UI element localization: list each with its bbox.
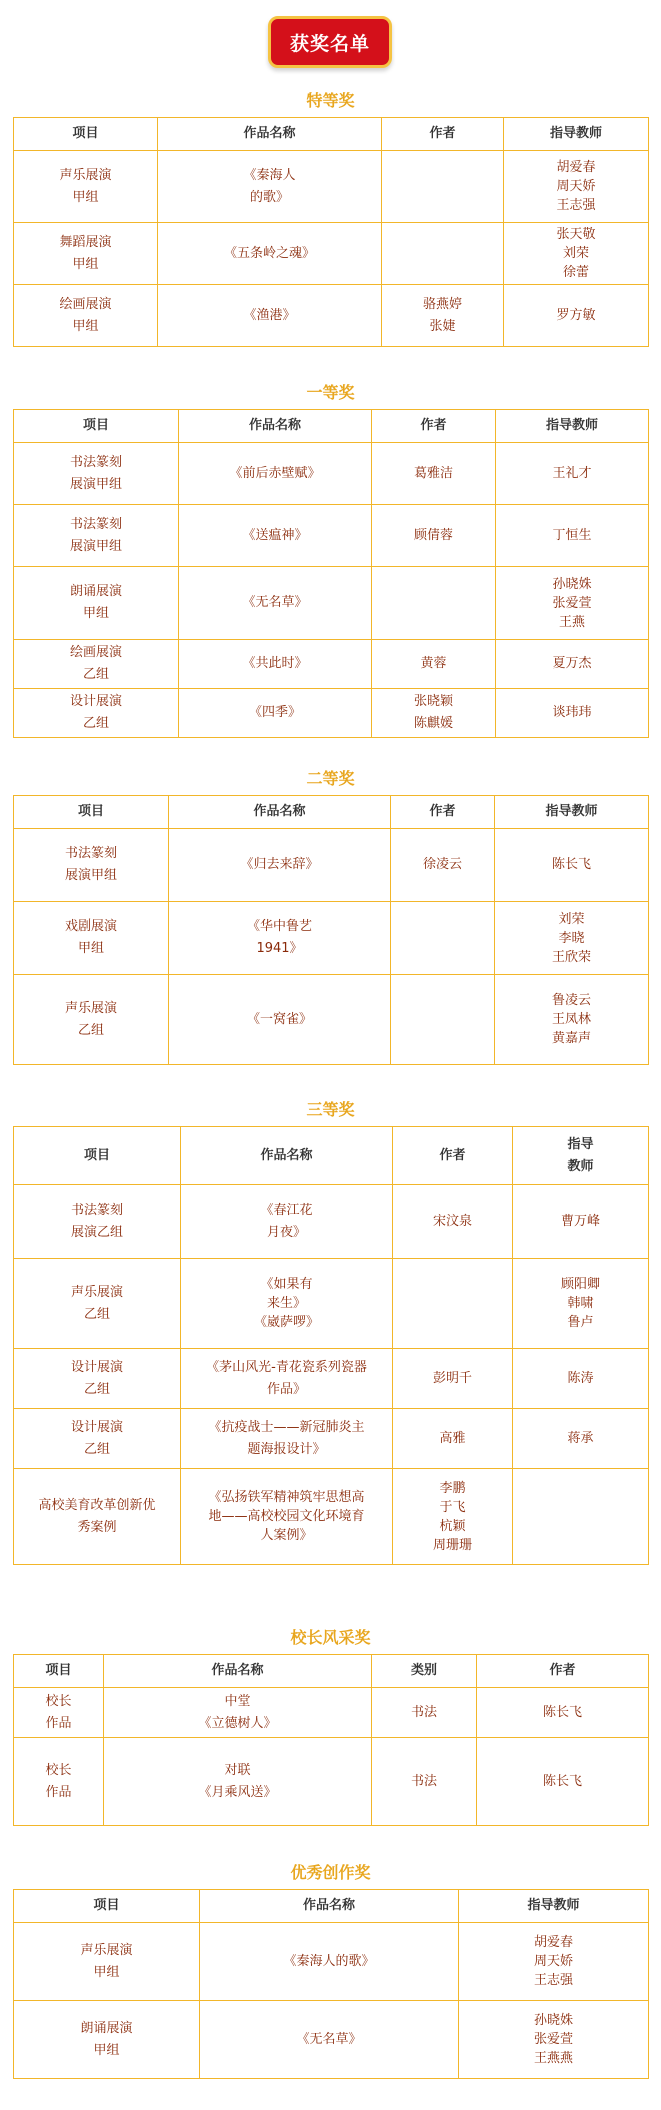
table-cell: 曹万峰 <box>513 1185 649 1259</box>
section-title-third: 三等奖 <box>306 1100 355 1119</box>
table-cell: 设计展演 乙组 <box>14 1409 181 1469</box>
table-row <box>14 1923 649 2001</box>
table-cell: 校长 作品 <box>14 1738 104 1826</box>
table-cell: 《无名草》 <box>200 2001 459 2079</box>
column-header: 类别 <box>372 1655 477 1688</box>
table-cell: 骆燕婷 张婕 <box>382 285 504 347</box>
column-header: 指导 教师 <box>513 1127 649 1185</box>
table-cell: 陈长飞 <box>495 829 649 902</box>
table-cell: 高校美育改革创新优 秀案例 <box>14 1469 181 1565</box>
section-title-second: 二等奖 <box>306 769 355 788</box>
column-header: 指导教师 <box>496 410 649 443</box>
table-cell: 设计展演 乙组 <box>14 689 179 738</box>
table-cell: 设计展演 乙组 <box>14 1349 181 1409</box>
table-cell: 绘画展演 甲组 <box>14 285 158 347</box>
column-header: 项目 <box>14 410 179 443</box>
page-title: 获奖名单 <box>289 32 370 55</box>
table-row <box>14 1469 649 1565</box>
table-cell <box>372 567 496 640</box>
column-header: 项目 <box>14 1890 200 1923</box>
table-row <box>14 285 649 347</box>
column-header: 作者 <box>382 118 504 151</box>
table-cell: 对联 《月乘风送》 <box>104 1738 372 1826</box>
table-row <box>14 567 649 640</box>
table-cell: 宋汶泉 <box>393 1185 513 1259</box>
column-header: 作品名称 <box>169 796 391 829</box>
table-row <box>14 829 649 902</box>
table-cell: 《秦海人 的歌》 <box>158 151 382 223</box>
table-president <box>13 1654 649 1826</box>
section-title-special: 特等奖 <box>306 91 355 110</box>
table-cell <box>382 223 504 285</box>
table-cell: 《归去来辞》 <box>169 829 391 902</box>
column-header: 作者 <box>393 1127 513 1185</box>
table-cell: 声乐展演 乙组 <box>14 975 169 1065</box>
table-cell: 孙晓姝 张爱萱 王燕燕 <box>459 2001 649 2079</box>
table-row <box>14 689 649 738</box>
column-header: 指导教师 <box>459 1890 649 1923</box>
table-row <box>14 1688 649 1738</box>
table-cell: 《前后赤壁赋》 <box>179 443 372 505</box>
column-header: 作者 <box>391 796 495 829</box>
table-cell: 顾倩蓉 <box>372 505 496 567</box>
table-row <box>14 640 649 689</box>
table-row <box>14 902 649 975</box>
table-row <box>14 443 649 505</box>
table-cell: 书法篆刻 展演乙组 <box>14 1185 181 1259</box>
table-cell: 夏万杰 <box>496 640 649 689</box>
table-cell <box>382 151 504 223</box>
table-cell: 陈涛 <box>513 1349 649 1409</box>
column-header: 指导教师 <box>504 118 649 151</box>
table-cell: 中堂 《立德树人》 <box>104 1688 372 1738</box>
table-cell: 声乐展演 甲组 <box>14 151 158 223</box>
table-cell: 黄蓉 <box>372 640 496 689</box>
table-row <box>14 975 649 1065</box>
table-row <box>14 2001 649 2079</box>
table-cell: 《五条岭之魂》 <box>158 223 382 285</box>
table-row <box>14 1185 649 1259</box>
table-cell: 声乐展演 乙组 <box>14 1259 181 1349</box>
table-cell: 《无名草》 <box>179 567 372 640</box>
table-header-row <box>14 796 649 829</box>
table-cell: 书法篆刻 展演甲组 <box>14 505 179 567</box>
table-cell: 《弘扬铁军精神筑牢思想高 地——高校校园文化环境育 人案例》 <box>181 1469 393 1565</box>
column-header: 作品名称 <box>181 1127 393 1185</box>
table-header-row <box>14 1890 649 1923</box>
table-cell: 谈玮玮 <box>496 689 649 738</box>
column-header: 作品名称 <box>179 410 372 443</box>
table-cell: 书法篆刻 展演甲组 <box>14 829 169 902</box>
table-cell: 绘画展演 乙组 <box>14 640 179 689</box>
table-cell: 王礼才 <box>496 443 649 505</box>
table-header-row <box>14 1655 649 1688</box>
column-header: 作品名称 <box>158 118 382 151</box>
table-cell: 徐凌云 <box>391 829 495 902</box>
table-cell: 书法篆刻 展演甲组 <box>14 443 179 505</box>
table-cell: 高雅 <box>393 1409 513 1469</box>
table-cell: 李鹏 于飞 杭颖 周珊珊 <box>393 1469 513 1565</box>
table-cell: 胡爱春 周天娇 王志强 <box>459 1923 649 2001</box>
column-header: 项目 <box>14 796 169 829</box>
table-row <box>14 151 649 223</box>
table-cell: 《渔港》 <box>158 285 382 347</box>
table-cell: 《茅山风光-青花瓷系列瓷器 作品》 <box>181 1349 393 1409</box>
table-row <box>14 223 649 285</box>
table-second <box>13 795 649 1065</box>
table-cell: 刘荣 李晓 王欣荣 <box>495 902 649 975</box>
table-cell: 书法 <box>372 1688 477 1738</box>
table-cell <box>513 1469 649 1565</box>
section-title-president: 校长风采奖 <box>290 1628 371 1647</box>
column-header: 作者 <box>372 410 496 443</box>
table-cell: 校长 作品 <box>14 1688 104 1738</box>
table-cell: 张天敬 刘荣 徐蕾 <box>504 223 649 285</box>
table-cell: 《抗疫战士——新冠肺炎主 题海报设计》 <box>181 1409 393 1469</box>
table-cell: 罗方敏 <box>504 285 649 347</box>
table-row <box>14 1409 649 1469</box>
table-cell: 鲁凌云 王凤林 黄嘉声 <box>495 975 649 1065</box>
table-cell: 胡爱春 周天娇 王志强 <box>504 151 649 223</box>
column-header: 项目 <box>14 118 158 151</box>
table-cell: 《四季》 <box>179 689 372 738</box>
table-cell: 孙晓姝 张爱萱 王燕 <box>496 567 649 640</box>
column-header: 作者 <box>477 1655 649 1688</box>
table-cell: 声乐展演 甲组 <box>14 1923 200 2001</box>
table-cell: 《送瘟神》 <box>179 505 372 567</box>
table-cell: 陈长飞 <box>477 1738 649 1826</box>
table-third <box>13 1126 649 1565</box>
table-cell: 《共此时》 <box>179 640 372 689</box>
table-cell <box>393 1259 513 1349</box>
table-row <box>14 1349 649 1409</box>
table-cell: 陈长飞 <box>477 1688 649 1738</box>
column-header: 作品名称 <box>104 1655 372 1688</box>
table-cell: 朗诵展演 甲组 <box>14 2001 200 2079</box>
table-cell: 彭明千 <box>393 1349 513 1409</box>
table-header-row <box>14 118 649 151</box>
table-excellent <box>13 1889 649 2079</box>
section-title-first: 一等奖 <box>306 383 355 402</box>
table-cell: 顾阳卿 韩啸 鲁卢 <box>513 1259 649 1349</box>
table-cell: 戏剧展演 甲组 <box>14 902 169 975</box>
table-cell: 张晓颖 陈麒媛 <box>372 689 496 738</box>
column-header: 项目 <box>14 1655 104 1688</box>
table-cell: 《一窝雀》 <box>169 975 391 1065</box>
table-cell: 葛雅洁 <box>372 443 496 505</box>
table-row <box>14 1738 649 1826</box>
table-cell: 朗诵展演 甲组 <box>14 567 179 640</box>
table-cell: 丁恒生 <box>496 505 649 567</box>
table-header-row <box>14 1127 649 1185</box>
table-row <box>14 1259 649 1349</box>
title-banner <box>268 16 392 68</box>
column-header: 作品名称 <box>200 1890 459 1923</box>
table-cell <box>391 902 495 975</box>
table-cell: 《如果有 来生》 《崴萨啰》 <box>181 1259 393 1349</box>
table-cell: 《春江花 月夜》 <box>181 1185 393 1259</box>
table-header-row <box>14 410 649 443</box>
table-first <box>13 409 649 738</box>
table-cell: 《秦海人的歌》 <box>200 1923 459 2001</box>
table-special <box>13 117 649 347</box>
table-cell: 舞蹈展演 甲组 <box>14 223 158 285</box>
column-header: 项目 <box>14 1127 181 1185</box>
column-header: 指导教师 <box>495 796 649 829</box>
table-row <box>14 505 649 567</box>
table-cell: 蒋承 <box>513 1409 649 1469</box>
table-cell: 书法 <box>372 1738 477 1826</box>
table-cell: 《华中鲁艺 1941》 <box>169 902 391 975</box>
section-title-excellent: 优秀创作奖 <box>290 1863 371 1882</box>
table-cell <box>391 975 495 1065</box>
